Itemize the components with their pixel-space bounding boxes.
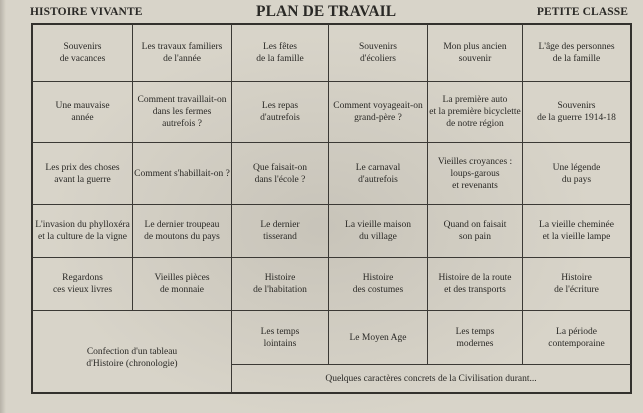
table-cell: Les travaux familiers de l'année xyxy=(133,23,232,82)
table-cell: Les prix des choses avant la guerre xyxy=(31,143,133,205)
table-cell: Vieilles croyances : loups-garous et revenants xyxy=(428,143,523,205)
table-cell: Le dernier troupeau de moutons du pays xyxy=(133,205,232,258)
work-plan-table xyxy=(31,23,632,394)
table-cell: Mon plus ancien souvenir xyxy=(428,23,523,82)
chronology-cell: Confection d'un tableau d'Histoire (chronologie) xyxy=(31,311,232,394)
header-right-label: PETITE CLASSE xyxy=(536,6,628,18)
table-cell: Les repas d'autrefois xyxy=(232,82,329,143)
table-cell: Le carnaval d'autrefois xyxy=(329,143,428,205)
table-cell: Que faisait-on dans l'école ? xyxy=(232,143,329,205)
table-cell: La vieille cheminée et la vieille lampe xyxy=(523,205,632,258)
table-cell: Une légende du pays xyxy=(523,143,632,205)
table-cell: Les fêtes de la famille xyxy=(232,23,329,82)
page-title: PLAN DE TRAVAIL xyxy=(256,3,397,20)
header-left-label: HISTOIRE VIVANTE xyxy=(30,6,143,18)
table-cell: La première auto et la première bicyclette de notre région xyxy=(428,82,523,143)
table-cell: La vieille maison du village xyxy=(329,205,428,258)
table-cell: Le dernier tisserand xyxy=(232,205,329,258)
table-cell: Comment s'habillait-on ? xyxy=(133,143,232,205)
civilisation-footer-note: Quelques caractères concrets de la Civilisation durant... xyxy=(232,365,632,394)
period-cell: La période contemporaine xyxy=(523,311,632,365)
table-cell: Histoire de l'habitation xyxy=(232,258,329,311)
table-cell: Regardons ces vieux livres xyxy=(31,258,133,311)
period-cell: Les temps lointains xyxy=(232,311,329,365)
period-cell: Les temps modernes xyxy=(428,311,523,365)
table-cell: Souvenirs de vacances xyxy=(31,23,133,82)
table-cell: Histoire de l'écriture xyxy=(523,258,632,311)
table-cell: Comment voyageait-on grand-père ? xyxy=(329,82,428,143)
table-cell: Souvenirs d'écoliers xyxy=(329,23,428,82)
table-cell: Vieilles pièces de monnaie xyxy=(133,258,232,311)
table-cell: Histoire des costumes xyxy=(329,258,428,311)
table-cell: Souvenirs de la guerre 1914-18 xyxy=(523,82,632,143)
table-cell: Comment travaillait-on dans les fermes autrefois ? xyxy=(133,82,232,143)
period-cell: Le Moyen Age xyxy=(329,311,428,365)
table-cell: L'invasion du phylloxéra et la culture de la vigne xyxy=(31,205,133,258)
table-cell: Quand on faisait son pain xyxy=(428,205,523,258)
table-cell: Histoire de la route et des transports xyxy=(428,258,523,311)
table-cell: Une mauvaise année xyxy=(31,82,133,143)
table-cell: L'âge des personnes de la famille xyxy=(523,23,632,82)
